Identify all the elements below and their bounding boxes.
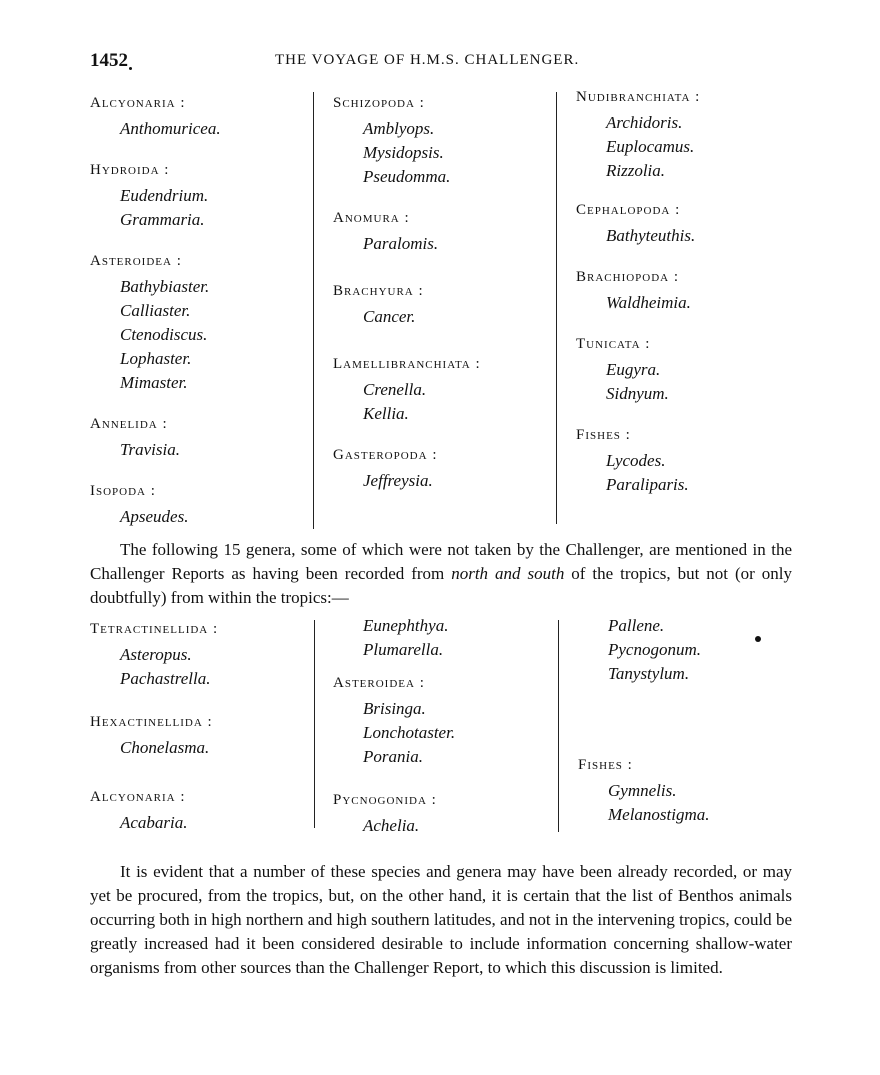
taxon-group: [578, 754, 710, 827]
taxon-group-title: Cephalopoda :: [576, 202, 681, 218]
taxon-group: [576, 86, 700, 183]
genus-name: Eudendrium.: [120, 186, 209, 205]
taxon-group: [333, 789, 455, 838]
genus-name: Tanystylum.: [608, 664, 690, 683]
genus-name: Plumarella.: [363, 640, 444, 659]
genus-name: Paraliparis.: [606, 475, 689, 494]
genus-name: Mysidopsis.: [363, 143, 444, 162]
genus-name: Anthomuricea.: [120, 119, 221, 138]
taxon-group: [576, 424, 700, 497]
column-divider: [558, 620, 559, 832]
taxon-group-title: Asteroidea :: [90, 253, 182, 269]
taxon-group-title: Tetractinellida :: [90, 621, 219, 637]
taxon-group: [576, 333, 700, 406]
table1-column-3: [576, 86, 700, 497]
table1-column-1: [90, 92, 221, 529]
taxon-group-title: Brachiopoda :: [576, 269, 680, 285]
genus-name: Pallene.: [608, 616, 665, 635]
taxon-group: [90, 92, 221, 141]
taxon-group: [576, 199, 700, 248]
genus-name: Melanostigma.: [608, 805, 710, 824]
taxon-group-title: Schizopoda :: [333, 95, 425, 111]
genus-name: Pseudomma.: [363, 167, 451, 186]
genus-name: Lonchotaster.: [363, 723, 456, 742]
table1-column-2: [333, 92, 481, 493]
column-divider: [313, 92, 314, 529]
running-head: THE VOYAGE OF H.M.S. CHALLENGER.: [275, 52, 580, 68]
genus-name: Ctenodiscus.: [120, 325, 208, 344]
genus-name: Mimaster.: [120, 373, 188, 392]
taxon-group-title: Fishes :: [578, 757, 633, 773]
taxon-group: [90, 413, 221, 462]
taxon-group: [333, 207, 481, 256]
page-number: 1452: [90, 50, 128, 71]
genus-name: Pachastrella.: [120, 669, 211, 688]
paragraph-text: It is evident that a number of these species and genera may have been already recorded, or may yet be procured, from the tropics, but, on the other hand, it is certain that the list of Benthos animals occurring both in high northern and high southern latitudes, and not in the intervening tropics, could be greatly increased had it been considered desirable to include information concerning shallow-water organisms from other sources than the Challenger Report, to which this discussion is limited.: [90, 862, 792, 977]
genus-name: Lycodes.: [606, 451, 666, 470]
taxon-group-title: Hexactinellida :: [90, 714, 213, 730]
ink-dot: [755, 636, 761, 642]
genus-name: Rizzolia.: [606, 161, 666, 180]
taxon-group-title: Brachyura :: [333, 283, 424, 299]
page-header: [90, 50, 810, 74]
genus-name: Lophaster.: [120, 349, 192, 368]
paragraph-text: The following 15 genera, some of which were not taken by the Challenger, are mentioned in the Challenger Reports as having been recorded from: [90, 540, 792, 583]
taxon-group-title: Pycnogonida :: [333, 792, 437, 808]
genus-name: Waldheimia.: [606, 293, 691, 312]
taxon-group: [90, 159, 221, 232]
genus-name: Grammaria.: [120, 210, 205, 229]
taxon-group-title: Gasteropoda :: [333, 447, 438, 463]
taxon-group: [576, 266, 700, 315]
genus-name: Chonelasma.: [120, 738, 210, 757]
taxon-group-title: Annelida :: [90, 416, 168, 432]
genus-name: Jeffreysia.: [363, 471, 433, 490]
genus-name: Bathybiaster.: [120, 277, 210, 296]
genus-name: Travisia.: [120, 440, 180, 459]
paragraph-intro: [90, 538, 792, 610]
ink-dot: [129, 67, 132, 70]
genus-name: Pycnogonum.: [608, 640, 702, 659]
taxon-group: [90, 786, 218, 835]
taxon-group: [90, 250, 221, 395]
taxon-group: [90, 618, 218, 691]
taxon-group-title: Isopoda :: [90, 483, 156, 499]
genus-name: Brisinga.: [363, 699, 426, 718]
taxon-group: [90, 480, 221, 529]
table2-column-2: [333, 614, 455, 838]
taxon-group-title: Hydroida :: [90, 162, 170, 178]
table2-column-3: [578, 614, 710, 827]
taxon-group-title: Fishes :: [576, 427, 631, 443]
genus-name: Archidoris.: [606, 113, 683, 132]
genus-name: Eugyra.: [606, 360, 661, 379]
genus-name: Bathyteuthis.: [606, 226, 696, 245]
taxon-group-title: Alcyonaria :: [90, 95, 186, 111]
taxon-group: [333, 280, 481, 329]
taxon-group-title: Alcyonaria :: [90, 789, 186, 805]
paragraph-conclusion: [90, 860, 792, 980]
genus-name: Calliaster.: [120, 301, 191, 320]
genus-name: Eunephthya.: [363, 616, 449, 635]
genus-name: Sidnyum.: [606, 384, 669, 403]
taxon-group: [333, 353, 481, 426]
genus-name: Achelia.: [363, 816, 420, 835]
taxon-group: [90, 711, 218, 760]
paragraph-text: of the tropics, but not (or only doubtfully) from within the tropics:—: [90, 564, 792, 607]
paragraph-emphasis: north and south: [451, 564, 565, 583]
taxon-group: [333, 92, 481, 189]
taxon-group-title: Lamellibranchiata :: [333, 356, 481, 372]
genus-name: Crenella.: [363, 380, 427, 399]
table2-column-1: [90, 618, 218, 835]
genus-name: Asteropus.: [120, 645, 192, 664]
genus-name: Apseudes.: [120, 507, 189, 526]
taxon-group-title: Tunicata :: [576, 336, 651, 352]
taxon-group-title: Anomura :: [333, 210, 410, 226]
taxon-group: [333, 444, 481, 493]
genus-name: Kellia.: [363, 404, 409, 423]
genus-name: Paralomis.: [363, 234, 439, 253]
taxon-group-title: Nudibranchiata :: [576, 89, 701, 105]
genus-name: Acabaria.: [120, 813, 188, 832]
genus-name: Cancer.: [363, 307, 416, 326]
column-divider: [314, 620, 315, 828]
taxon-group-title: Asteroidea :: [333, 675, 425, 691]
genus-name: Euplocamus.: [606, 137, 695, 156]
genus-name: Gymnelis.: [608, 781, 677, 800]
column-divider: [556, 92, 557, 524]
taxon-group: [333, 672, 455, 769]
genus-name: Amblyops.: [363, 119, 435, 138]
genus-name: Porania.: [363, 747, 423, 766]
